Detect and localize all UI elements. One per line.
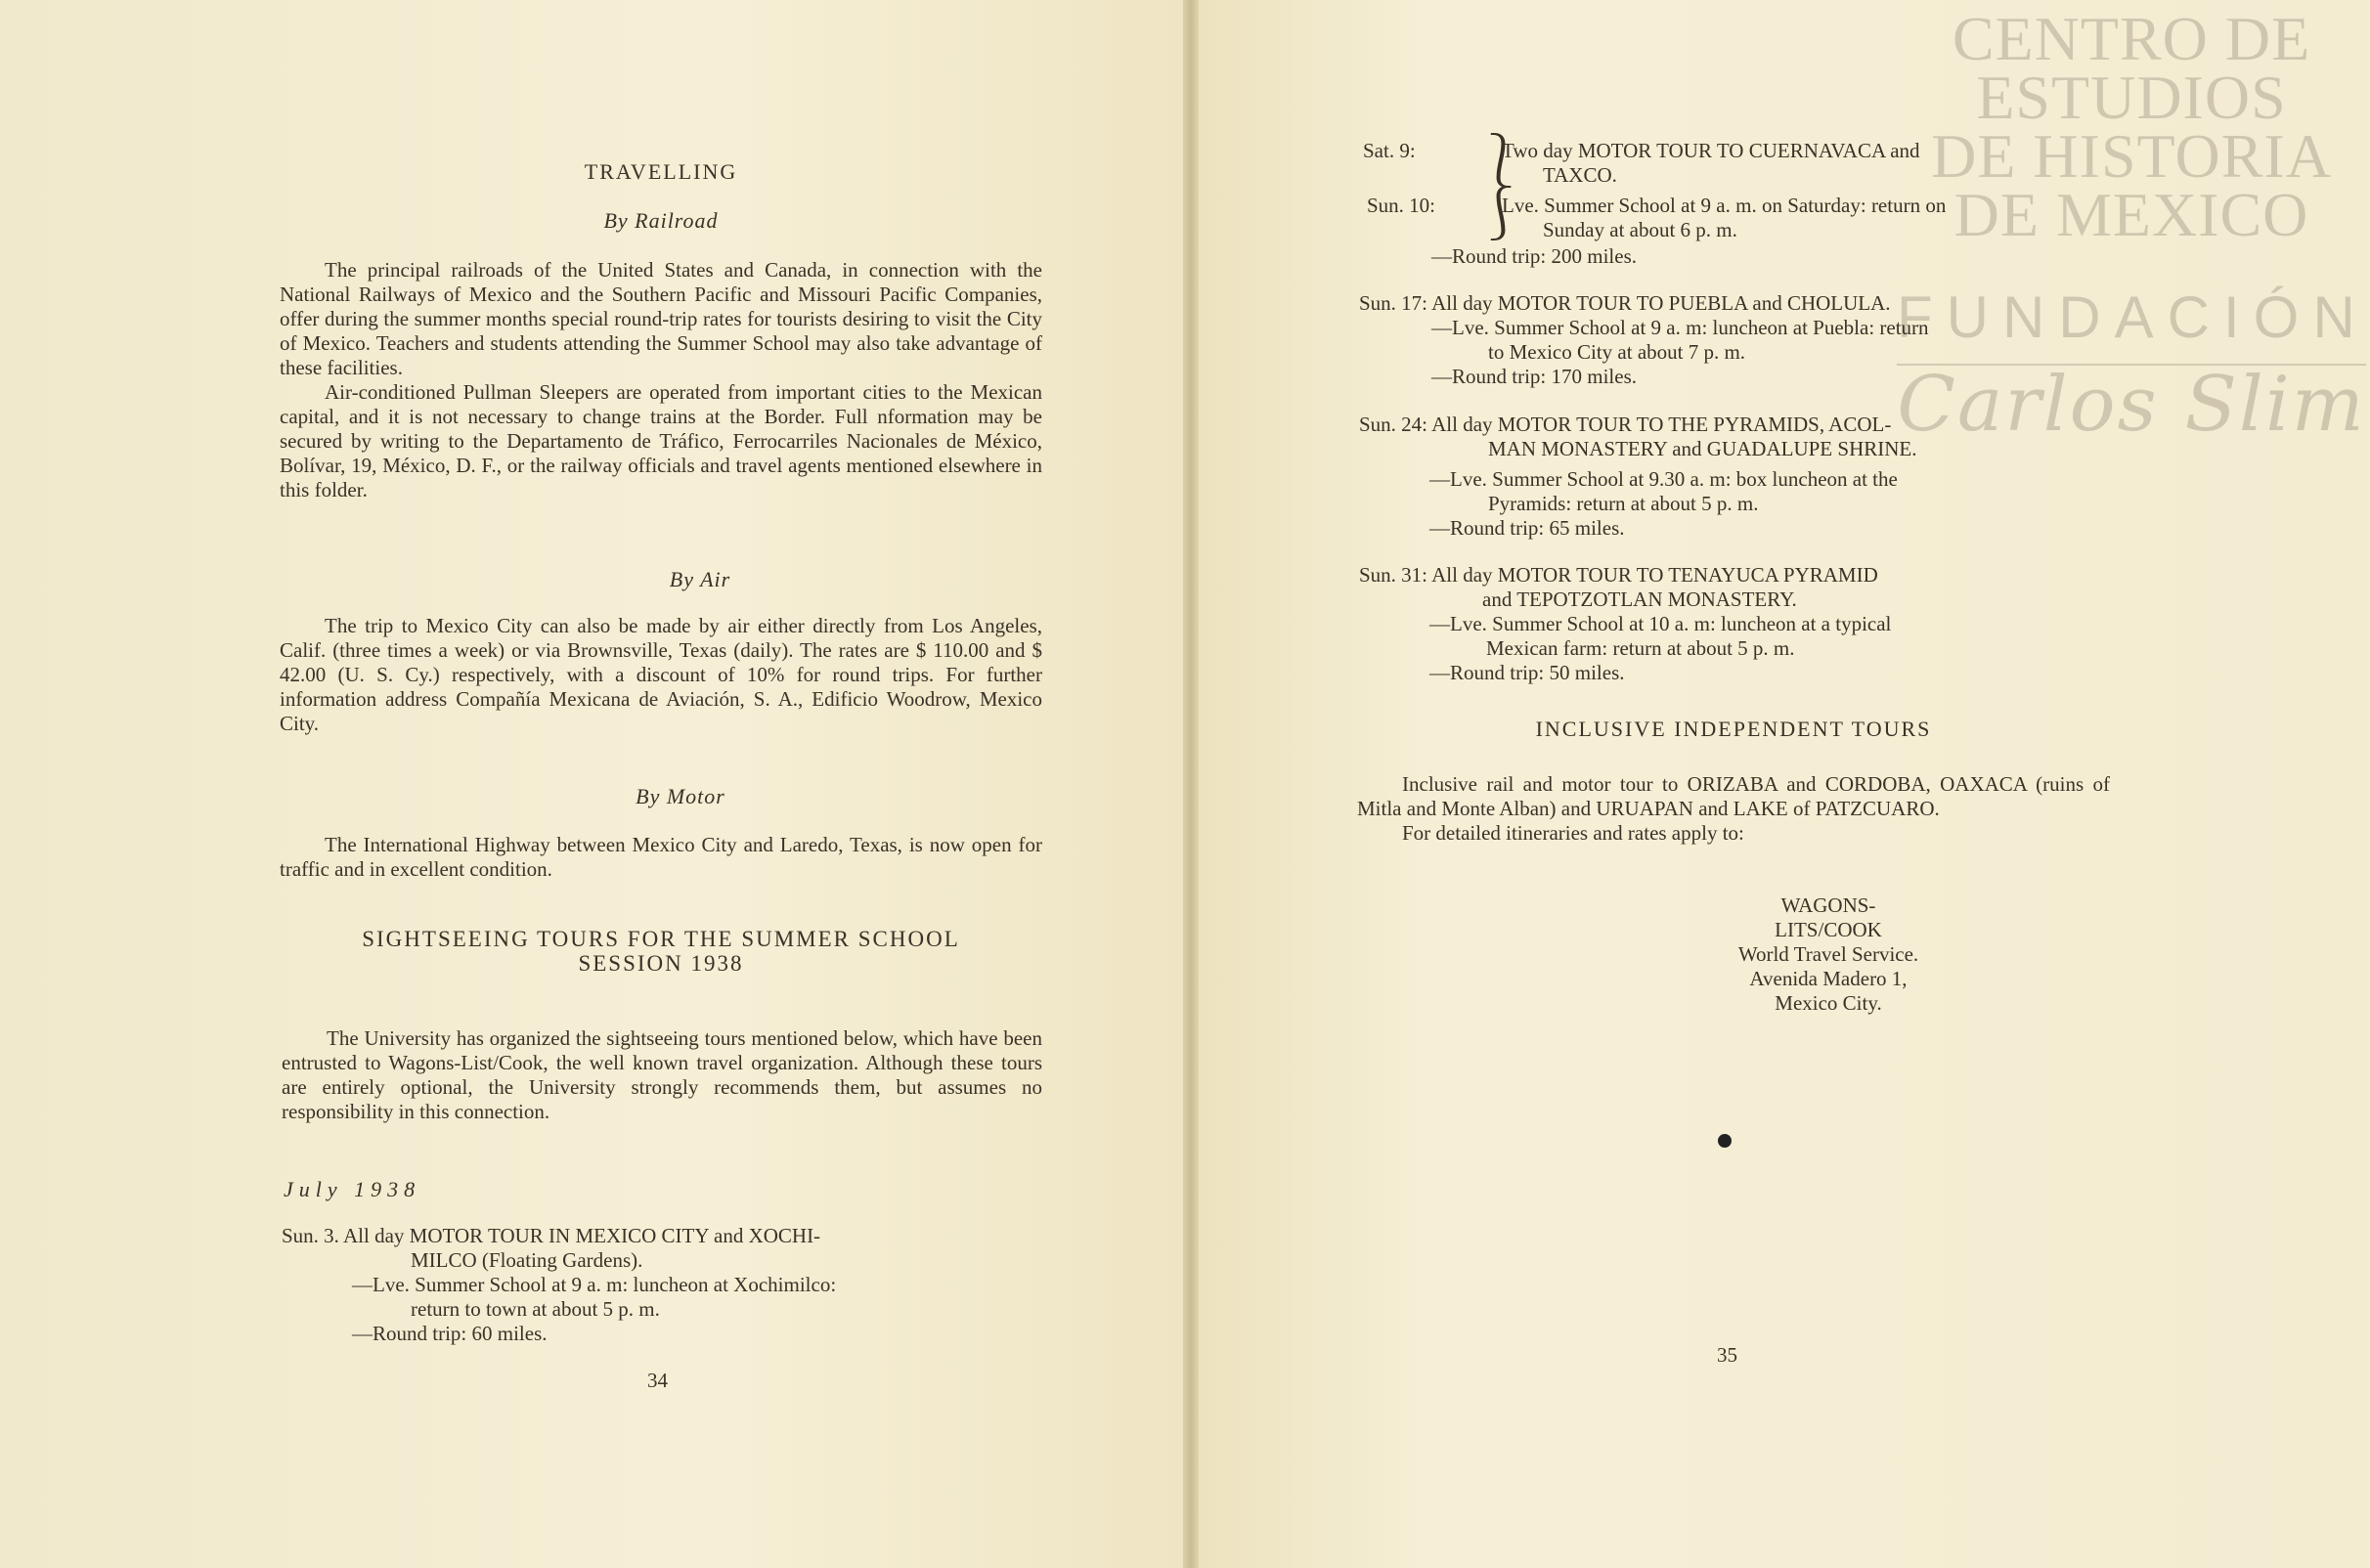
tour-sat-9-line-2: TAXCO. [1543,163,1617,187]
sightseeing-paragraph: The University has organized the sightseeing tours mentioned below, which have been entrusted to Wagons-List/Cook, the well known travel organization. Although these tours are entirely optional, the University strongly recommends them, but assumes no responsibility in this connection. [282,1026,1042,1123]
tour-sat-9-line-1: Two day MOTOR TOUR TO CUERNAVACA and [1502,139,1920,162]
tour-sun-24 [1359,413,2141,541]
tour-sun-10-line-2: Sunday at about 6 p. m. [1543,218,1737,241]
railroad-subheading: By Railroad [603,208,719,233]
tour-sun-3-line-1: Sun. 3. All day MOTOR TOUR IN MEXICO CITY and XOCHI- [282,1224,821,1247]
tour-sun-17-line-2: —Lve. Summer School at 9 a. m: luncheon at Puebla: return [1431,316,1929,339]
book-gutter [1183,0,1199,1568]
brace-sat-9: ⎱ [1474,130,1527,192]
address-line-3: Avenida Madero 1, [1749,967,1908,990]
tour-sun-31-line-4: Mexican farm: return at about 5 p. m. [1486,636,1795,660]
tour-sun-3-line-4: return to town at about 5 p. m. [411,1297,660,1321]
tour-sun-17 [1359,291,2141,389]
sightseeing-heading [280,927,1042,976]
address-line-4: Mexico City. [1775,991,1882,1015]
tour-sat-9-label: Sat. 9: [1363,139,1416,162]
page-number-left: 34 [647,1369,668,1392]
tour-sun-10-line-3: —Round trip: 200 miles. [1431,244,1637,268]
ink-dot [1718,1134,1732,1148]
watermark-line-1: CENTRO DE [1952,4,2311,73]
inclusive-heading: INCLUSIVE INDEPENDENT TOURS [1535,717,1932,741]
tour-sun-24-line-3: —Lve. Summer School at 9.30 a. m: box luncheon at the [1429,467,1898,491]
address-block [1731,893,1926,1016]
brace-sun-10: ⎰ [1474,183,1527,244]
watermark-line-2: ESTUDIOS [1976,63,2287,132]
motor-subheading: By Motor [636,784,725,808]
motor-section [280,833,1042,882]
sightseeing-section [282,1026,1042,1124]
tour-sun-31 [1359,563,2141,685]
tour-sun-3-line-5: —Round trip: 60 miles. [352,1322,548,1345]
tour-sun-24-line-4: Pyramids: return at about 5 p. m. [1488,492,1759,515]
tour-sun-31-line-3: —Lve. Summer School at 10 a. m: luncheon at a typical [1429,612,1892,635]
railroad-section [280,258,1042,502]
tour-sun-24-line-1: Sun. 24: All day MOTOR TOUR TO THE PYRAMIDS, ACOL- [1359,413,1892,436]
tour-sun-31-line-2: and TEPOTZOTLAN MONASTERY. [1482,588,1797,611]
watermark-signature: Carlos Slim [1897,361,2366,449]
air-subheading: By Air [669,567,731,591]
tour-sun-31-line-1: Sun. 31: All day MOTOR TOUR TO TENAYUCA PYRAMID [1359,563,1878,587]
tour-sun-10-label: Sun. 10: [1367,194,1436,217]
railroad-paragraph-1: The principal railroads of the United States and Canada, in connection with the National Railways of Mexico and the Southern Pacific and Missouri Pacific Companies, offer during the summer months special round-trip rates for tourists desiring to visit the City of Mexico. Teachers and students attending the Summer School may also take advantage of these facilities. [280,258,1042,379]
inclusive-section [1357,772,2110,846]
tour-sun-3-line-3: —Lve. Summer School at 9 a. m: luncheon at Xochimilco: [352,1273,837,1296]
tour-sun-3-line-2: MILCO (Floating Gardens). [411,1248,643,1272]
tour-sat-9-sun-10 [1502,139,2128,242]
address-line-2: World Travel Service. [1737,942,1919,966]
sightseeing-heading-line-2: SESSION 1938 [578,951,744,976]
apply-line: For detailed itineraries and rates apply to: [1402,821,1744,845]
tour-sun-17-line-1: Sun. 17: All day MOTOR TOUR TO PUEBLA and CHOLULA. [1359,291,1891,315]
sightseeing-heading-line-1: SIGHTSEEING TOURS FOR THE SUMMER SCHOOL [362,927,960,951]
tour-sun-31-line-5: —Round trip: 50 miles. [1429,661,1625,684]
air-paragraph: The trip to Mexico City can also be made by air either directly from Los Angeles, Calif. (three times a week) or via Brownsville, Texas (daily). The rates are $ 110.00 and $ 42.00 (U. S. Cy.) respectively, with a discount of 10% for round trips. For further information address Compañía Mexicana de Aviación, S. A., Edificio Woodrow, Mexico City. [280,614,1042,735]
watermark-line-4: DE MEXICO [1953,180,2309,249]
watermark-line-3: DE HISTORIA [1931,121,2332,191]
address-line-1: WAGONS-LITS/COOK [1775,893,1882,941]
motor-paragraph: The International Highway between Mexico City and Laredo, Texas, is now open for traffic and in excellent condition. [280,833,1042,881]
tour-sun-10-line-1: Lve. Summer School at 9 a. m. on Saturday: return on [1502,194,1947,217]
tour-sun-17-line-3: to Mexico City at about 7 p. m. [1488,340,1746,364]
travelling-heading: TRAVELLING [584,159,738,184]
tour-sun-24-line-2: MAN MONASTERY and GUADALUPE SHRINE. [1488,437,1917,460]
watermark-line-5: FUNDACIÓN [1897,284,2369,350]
tour-sun-24-line-5: —Round trip: 65 miles. [1429,516,1625,540]
railroad-paragraph-2: Air-conditioned Pullman Sleepers are operated from important cities to the Mexican capital, and it is not necessary to change trains at the Border. Full nformation may be secured by writing to the Departamento de Tráfico, Ferrocarriles Nacionales de México, Bolívar, 19, México, D. F., or the railway officials and travel agents mentioned elsewhere in this folder. [280,380,1042,501]
tour-sun-3 [282,1224,1054,1346]
inclusive-paragraph: Inclusive rail and motor tour to ORIZABA and CORDOBA, OAXACA (ruins of Mitla and Monte Alban) and URUAPAN and LAKE of PATZCUARO. [1357,772,2110,820]
air-section [280,614,1042,736]
july-label: July 1938 [284,1177,421,1201]
tour-sun-17-line-4: —Round trip: 170 miles. [1431,365,1637,388]
page-number-right: 35 [1717,1343,1737,1367]
